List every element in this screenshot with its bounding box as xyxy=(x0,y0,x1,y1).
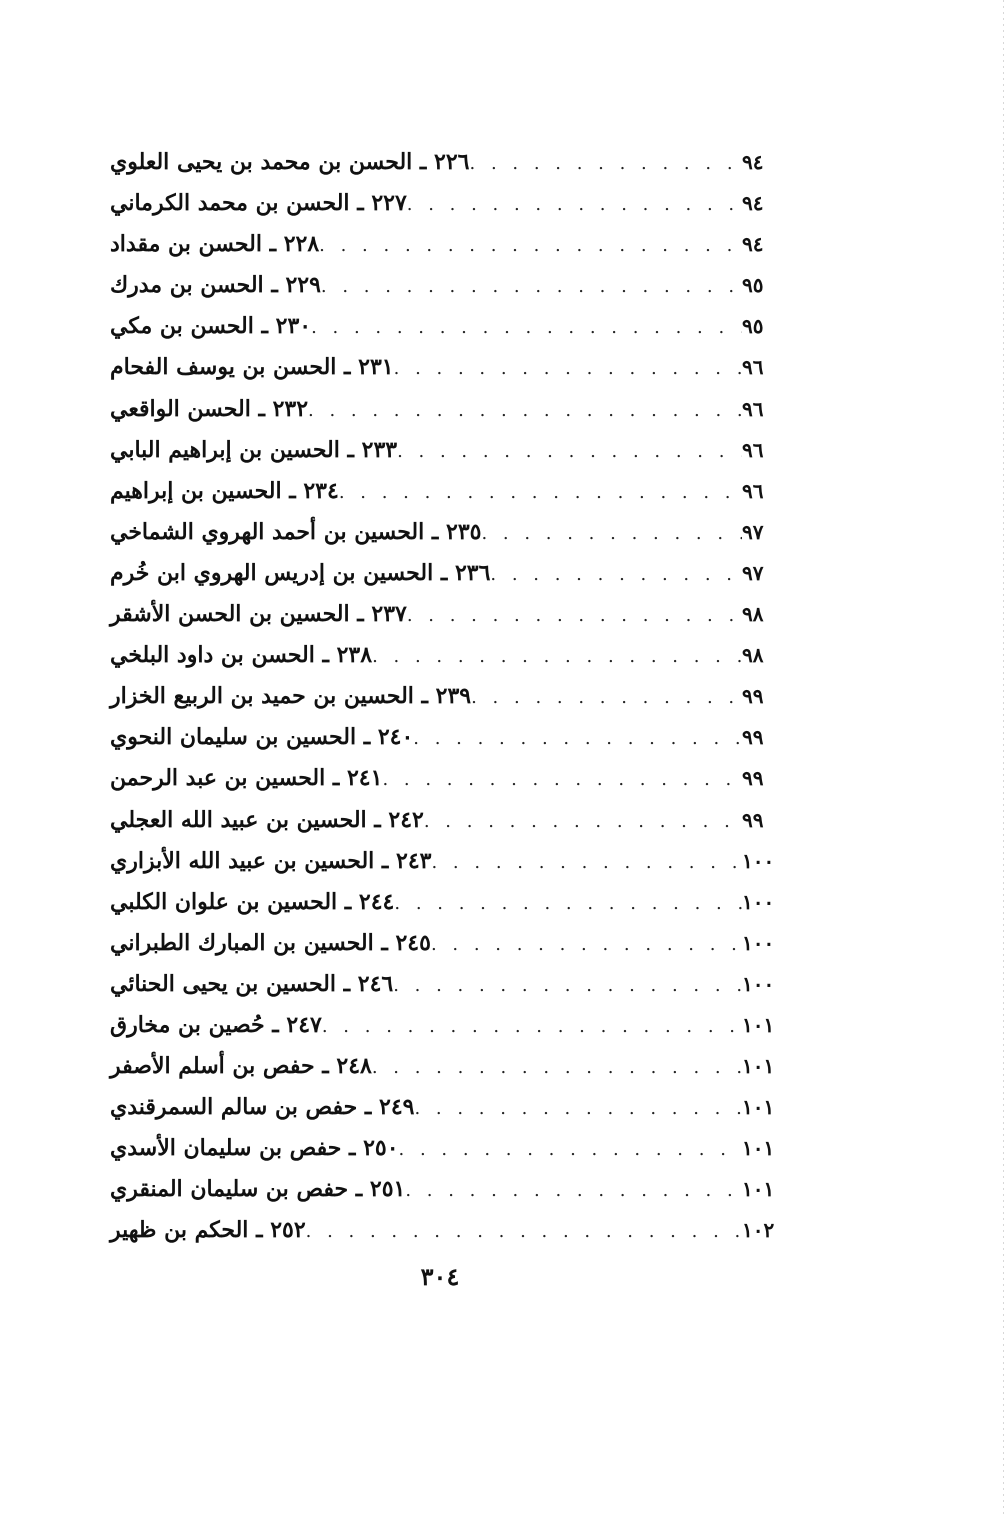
toc-page-number: ٩٩ xyxy=(742,807,764,832)
toc-page-number: ٩٩ xyxy=(742,725,764,750)
toc-entry-label: ٢٣٦ ـ الحسين بن إدريس الهروي ابن خُرم xyxy=(110,559,491,586)
page-edge-mark xyxy=(1003,0,1004,1517)
dot-leader xyxy=(405,1170,742,1211)
dot-leader xyxy=(407,184,742,225)
page-number: ٣٠٤ xyxy=(420,1262,460,1291)
toc-page-number: ١٠٠ xyxy=(742,889,775,914)
toc-entry-label: ٢٢٩ ـ الحسن بن مدرك xyxy=(110,272,321,299)
toc-page-number: ٩٨ xyxy=(742,643,764,668)
dot-leader xyxy=(394,883,742,924)
toc-page-number: ١٠١ xyxy=(742,1054,775,1079)
dot-leader xyxy=(481,513,742,554)
toc-entry-label: ٢٢٨ ـ الحسن بن مقداد xyxy=(110,231,320,258)
toc-row xyxy=(104,923,792,964)
toc-entry-label: ٢٣٣ ـ الحسين بن إبراهيم البابي xyxy=(110,436,398,463)
toc-page-number: ٩٥ xyxy=(742,314,764,339)
toc-page-number: ١٠١ xyxy=(742,1095,775,1120)
toc-page-number: ٩٧ xyxy=(742,560,764,585)
dot-leader xyxy=(431,924,742,965)
dot-leader xyxy=(311,307,742,348)
toc-row xyxy=(104,676,792,717)
toc-row xyxy=(104,800,792,841)
table-of-contents xyxy=(104,142,792,1252)
toc-entry-label: ٢٤٥ ـ الحسين بن المبارك الطبراني xyxy=(110,929,431,956)
toc-row xyxy=(104,430,792,471)
dot-leader xyxy=(397,431,742,472)
toc-entry-label: ٢٣٧ ـ الحسين بن الحسن الأشقر xyxy=(110,601,407,628)
dot-leader xyxy=(471,677,742,718)
toc-entry-label: ٢٥١ ـ حفص بن سليمان المنقري xyxy=(110,1176,406,1203)
toc-row xyxy=(104,1087,792,1128)
toc-page-number: ١٠٠ xyxy=(742,848,775,873)
toc-row xyxy=(104,717,792,758)
toc-entry-label: ٢٤٢ ـ الحسين بن عبيد الله العجلي xyxy=(110,806,424,833)
dot-leader xyxy=(424,801,742,842)
toc-entry-label: ٢٢٧ ـ الحسن بن محمد الكرماني xyxy=(110,190,407,217)
toc-page-number: ٩٦ xyxy=(742,478,764,503)
toc-row xyxy=(104,389,792,430)
toc-entry-label: ٢٥٢ ـ الحكم بن ظهير xyxy=(110,1217,306,1244)
dot-leader xyxy=(413,718,742,759)
toc-row xyxy=(104,142,792,183)
toc-page-number: ١٠١ xyxy=(742,1012,775,1037)
dot-leader xyxy=(490,554,742,595)
toc-row xyxy=(104,594,792,635)
toc-row xyxy=(104,635,792,676)
toc-entry-label: ٢٤٦ ـ الحسين بن يحيى الحنائي xyxy=(110,970,394,997)
toc-page-number: ١٠٠ xyxy=(742,971,775,996)
dot-leader xyxy=(407,595,742,636)
toc-entry-label: ٢٤١ ـ الحسين بن عبد الرحمن xyxy=(110,765,383,792)
toc-entry-label: ٢٤٩ ـ حفص بن سالم السمرقندي xyxy=(110,1094,415,1121)
toc-page-number: ٩٦ xyxy=(742,355,764,380)
toc-page-number: ٩٨ xyxy=(742,602,764,627)
toc-entry-label: ٢٤٣ ـ الحسين بن عبيد الله الأبزاري xyxy=(110,847,432,874)
toc-row xyxy=(104,224,792,265)
toc-page-number: ١٠١ xyxy=(742,1177,775,1202)
toc-page-number: ٩٩ xyxy=(742,766,764,791)
toc-row xyxy=(104,1005,792,1046)
toc-entry-label: ٢٤٨ ـ حفص بن أسلم الأصفر xyxy=(110,1053,372,1080)
toc-row xyxy=(104,758,792,799)
dot-leader xyxy=(319,225,742,266)
toc-row xyxy=(104,841,792,882)
toc-row xyxy=(104,183,792,224)
dot-leader xyxy=(394,348,742,389)
toc-entry-label: ٢٤٠ ـ الحسين بن سليمان النحوي xyxy=(110,724,414,751)
toc-row xyxy=(104,1046,792,1087)
toc-row xyxy=(104,1128,792,1169)
toc-row xyxy=(104,265,792,306)
dot-leader xyxy=(372,1047,742,1088)
dot-leader xyxy=(372,636,742,677)
toc-row xyxy=(104,553,792,594)
dot-leader xyxy=(414,1088,742,1129)
toc-entry-label: ٢٣٨ ـ الحسن بن داود البلخي xyxy=(110,642,373,669)
toc-row xyxy=(104,882,792,923)
toc-entry-label: ٢٣٩ ـ الحسين بن حميد بن الربيع الخزار xyxy=(110,683,472,710)
toc-page-number: ٩٦ xyxy=(742,437,764,462)
dot-leader xyxy=(382,759,742,800)
dot-leader xyxy=(321,266,742,307)
dot-leader xyxy=(322,1006,742,1047)
toc-entry-label: ٢٣٢ ـ الحسن الواقعي xyxy=(110,395,309,422)
toc-entry-label: ٢٣١ ـ الحسن بن يوسف الفحام xyxy=(110,354,394,381)
toc-row xyxy=(104,347,792,388)
toc-entry-label: ٢٣٥ ـ الحسين بن أحمد الهروي الشماخي xyxy=(110,518,482,545)
toc-page-number: ١٠٢ xyxy=(742,1218,775,1243)
toc-entry-label: ٢٤٧ ـ حُصين بن مخارق xyxy=(110,1011,322,1038)
dot-leader xyxy=(339,472,742,513)
toc-page-number: ٩٤ xyxy=(742,191,764,216)
toc-entry-label: ٢٢٦ ـ الحسن بن محمد بن يحيى العلوي xyxy=(110,149,470,175)
toc-page-number: ١٠١ xyxy=(742,1136,775,1161)
toc-row xyxy=(104,1169,792,1210)
dot-leader xyxy=(470,143,743,184)
toc-row xyxy=(104,964,792,1005)
dot-leader xyxy=(431,842,742,883)
toc-page-number: ٩٧ xyxy=(742,519,764,544)
toc-page-number: ٩٦ xyxy=(742,396,764,421)
dot-leader xyxy=(308,390,742,431)
dot-leader xyxy=(399,1129,742,1170)
toc-entry-label: ٢٥٠ ـ حفص بن سليمان الأسدي xyxy=(110,1135,399,1162)
toc-row xyxy=(104,471,792,512)
toc-page-number: ١٠٠ xyxy=(742,930,775,955)
toc-page-number: ٩٩ xyxy=(742,684,764,709)
dot-leader xyxy=(393,965,742,1006)
toc-entry-label: ٢٣٠ ـ الحسن بن مكي xyxy=(110,313,312,340)
toc-row xyxy=(104,512,792,553)
toc-page-number: ٩٥ xyxy=(742,273,764,298)
toc-page-number: ٩٤ xyxy=(742,232,764,257)
dot-leader xyxy=(306,1211,742,1252)
toc-page-number: ٩٤ xyxy=(742,150,764,174)
toc-entry-label: ٢٤٤ ـ الحسين بن علوان الكلبي xyxy=(110,888,395,915)
toc-row xyxy=(104,306,792,347)
toc-row xyxy=(104,1210,792,1251)
toc-entry-label: ٢٣٤ ـ الحسين بن إبراهيم xyxy=(110,477,339,504)
